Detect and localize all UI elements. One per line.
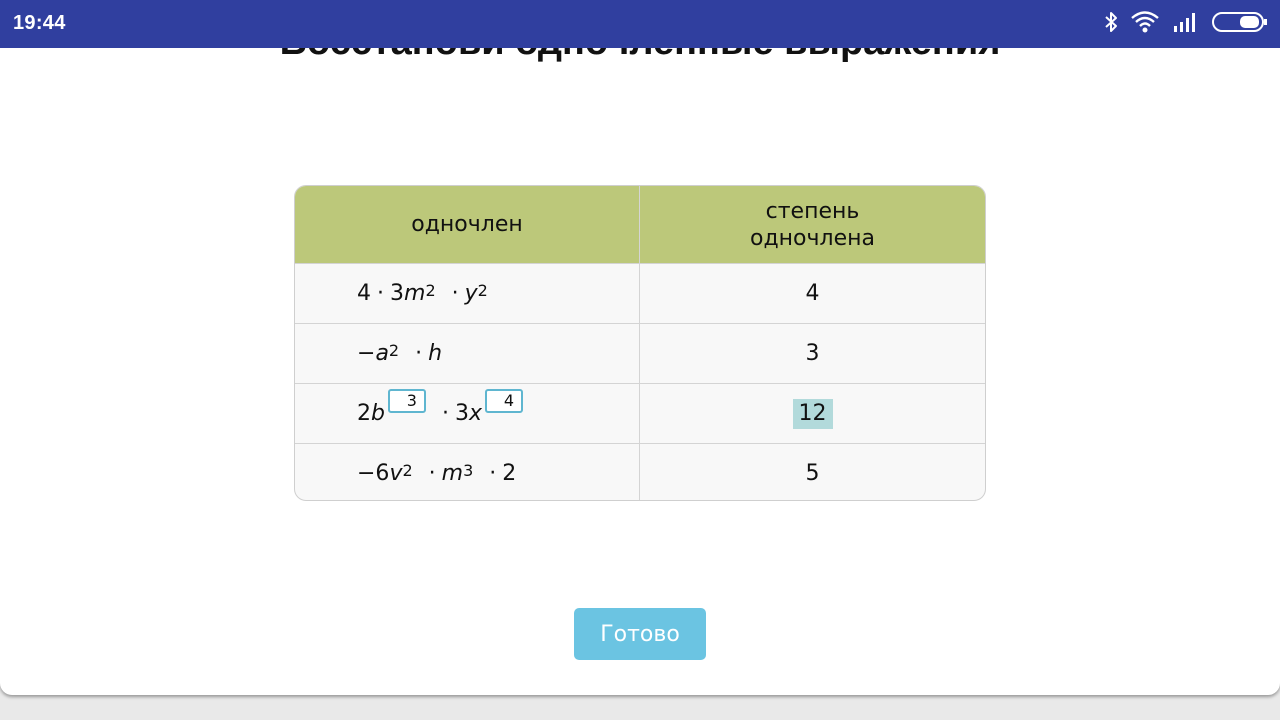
done-button[interactable]: Готово [574, 608, 706, 660]
multiply-dot: · [415, 341, 423, 366]
coefficient: 3 [390, 281, 404, 306]
coefficient: 2 [357, 401, 371, 426]
multiply-dot: · [377, 281, 384, 306]
degree-cell [640, 264, 985, 323]
signal-icon [1172, 10, 1200, 38]
minus-sign: − [357, 341, 376, 366]
header-degree-line1: степень [765, 198, 860, 224]
status-bar [0, 0, 1280, 48]
degree-value-highlighted[interactable]: 12 [793, 399, 833, 429]
degree-value: 3 [805, 341, 820, 366]
table-header [295, 186, 985, 263]
degree-cell [640, 384, 985, 443]
monomial-cell: −6 v $^2$ · m $^3$ · 2 [295, 444, 640, 501]
status-icons [1092, 11, 1268, 37]
multiply-dot: · [441, 401, 449, 426]
monomial-cell: − a $^2$ · h [295, 324, 640, 383]
degree-value: 4 [805, 281, 820, 306]
bluetooth-icon [1104, 10, 1118, 38]
status-time: 19:44 [13, 12, 66, 34]
variable: a [375, 341, 389, 366]
exponent-input[interactable]: 4 [485, 389, 523, 413]
multiply-dot: · [451, 281, 459, 306]
monomial-table [294, 185, 986, 501]
variable: b [371, 401, 385, 426]
table-row [295, 323, 985, 383]
variable: x [468, 401, 482, 426]
coefficient: 3 [454, 401, 469, 426]
multiply-dot: · [428, 461, 436, 486]
degree-cell [640, 444, 985, 501]
exponent-input[interactable]: 3 [388, 389, 426, 413]
coefficient: 4 [357, 281, 371, 306]
degree-value: 5 [805, 461, 820, 486]
table-row [295, 443, 985, 501]
battery-icon [1212, 10, 1268, 38]
header-degree [640, 186, 985, 263]
degree-cell [640, 324, 985, 383]
variable: y [464, 281, 478, 306]
coefficient: −6 [357, 461, 390, 486]
table-row [295, 383, 985, 443]
header-degree-line2: одночлена [750, 225, 875, 251]
header-monomial: одночлен [295, 186, 640, 263]
multiply-dot: · [489, 461, 497, 486]
coefficient: 2 [502, 461, 517, 486]
variable: m [404, 281, 426, 306]
table-row [295, 263, 985, 323]
variable: h [428, 341, 443, 366]
monomial-cell [295, 384, 640, 443]
variable: m [441, 461, 464, 486]
wifi-icon [1130, 10, 1160, 38]
monomial-cell: 4 · 3 m $^2$ · y $^2$ [295, 264, 640, 323]
variable: v [389, 461, 403, 486]
